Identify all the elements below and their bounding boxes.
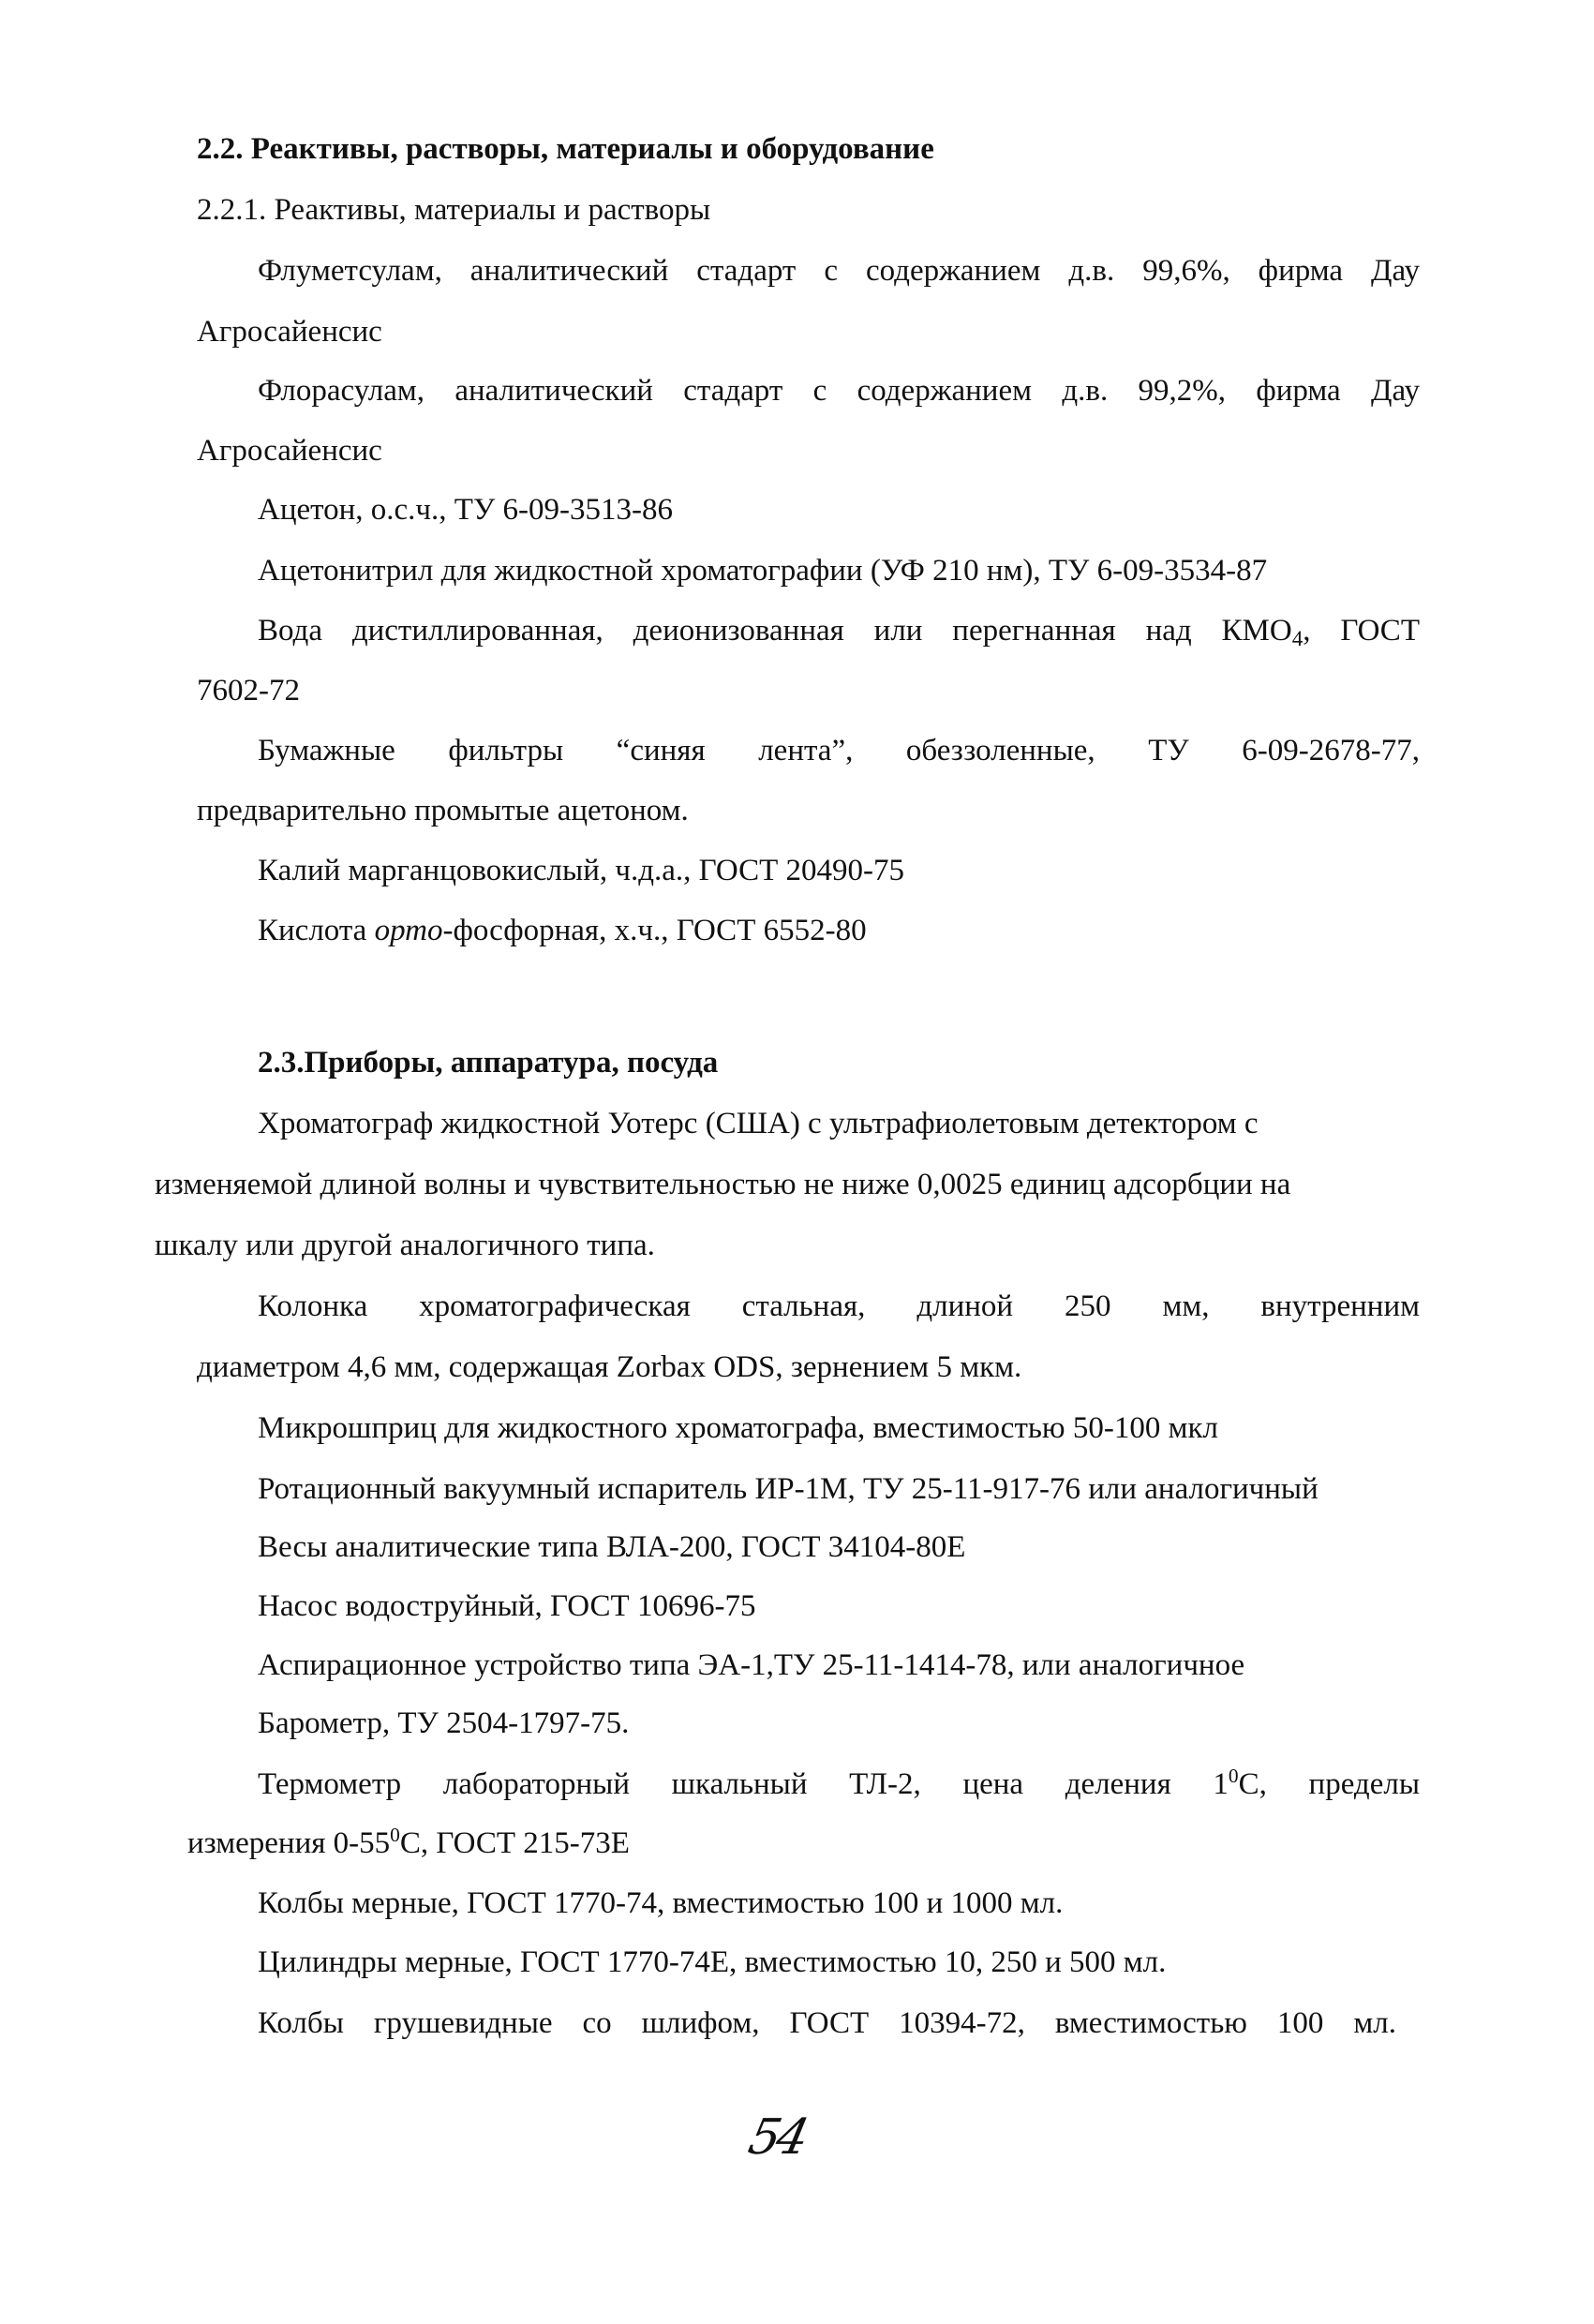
- equipment-rotary-evaporator: Ротационный вакуумный испаритель ИР-1М, ТУ 25-11-917-76 или аналогичный: [258, 1472, 1318, 1506]
- equipment-column: Колонка хроматографическая стальная, длиной 250 мм, внутренним: [258, 1289, 1420, 1323]
- page-number: 54: [743, 2109, 811, 2166]
- equipment-chromatograph: Хроматограф жидкостной Уотерс (США) с ультрафиолетовым детектором с: [258, 1107, 1259, 1140]
- equipment-microsyringe: Микрошприц для жидкостного хроматографа, вместимостью 50-100 мкл: [258, 1411, 1218, 1445]
- reagent-flumetsulam-cont: Агросайенсис: [197, 315, 382, 349]
- equipment-thermometer-cont: измерения $0-55^0С$, ГОСТ 215-73Е: [187, 1824, 630, 1860]
- reagent-florasulam-cont: Агросайенсис: [197, 434, 382, 468]
- equipment-volumetric-flasks: Колбы мерные, ГОСТ 1770-74, вместимостью 100 и 1000 мл.: [258, 1886, 1064, 1920]
- equipment-scales: Весы аналитические типа ВЛА-200, ГОСТ 34104-80Е: [258, 1530, 966, 1564]
- reagent-acetone: Ацетон, о.с.ч., ТУ 6-09-3513-86: [258, 493, 674, 527]
- equipment-barometer: Барометр, ТУ 2504-1797-75.: [258, 1706, 630, 1740]
- equipment-aspirator: Аспирационное устройство типа ЭА-1,ТУ 25-11-1414-78, или аналогичное: [258, 1648, 1245, 1682]
- equipment-thermometer: Термометр лабораторный шкальный ТЛ-2, цена деления $1^0С$, пределы: [258, 1765, 1420, 1801]
- equipment-column-cont: диаметром 4,6 мм, содержащая Zorbax ODS, зернением 5 мкм.: [197, 1350, 1022, 1384]
- reagent-water-cont: 7602-72: [197, 674, 300, 708]
- equipment-water-pump: Насос водоструйный, ГОСТ 10696-75: [258, 1589, 756, 1623]
- section-2-3-title: 2.3.Приборы, аппаратура, посуда: [258, 1046, 719, 1080]
- material-paper-filters: Бумажные фильтры “синяя лента”, обеззоленные, ТУ 6-09-2678-77,: [258, 734, 1420, 767]
- reagent-water: Вода дистиллированная, деионизованная или перегнанная над $КМО_4$, ГОСТ: [258, 614, 1420, 650]
- reagent-flumetsulam: Флуметсулам, аналитический стадарт с содержанием д.в. 99,6%, фирма Дау: [258, 254, 1420, 288]
- reagent-acetonitrile: Ацетонитрил для жидкостной хроматографии (УФ 210 нм), ТУ 6-09-3534-87: [258, 554, 1268, 588]
- reagent-phosphoric-acid: Кислота орто-фосфорная, х.ч., ГОСТ 6552-80: [258, 914, 867, 947]
- equipment-pear-flasks: Колбы грушевидные со шлифом, ГОСТ 10394-72, вместимостью 100 мл.: [258, 2006, 1396, 2040]
- equipment-cylinders: Цилиндры мерные, ГОСТ 1770-74Е, вместимостью 10, 250 и 500 мл.: [258, 1945, 1167, 1979]
- equipment-chromatograph-cont-1: изменяемой длиной волны и чувствительностью не ниже 0,0025 единиц адсорбции на: [155, 1168, 1291, 1201]
- reagent-florasulam: Флорасулам, аналитический стадарт с содержанием д.в. 99,2%, фирма Дау: [258, 374, 1420, 408]
- section-2-2-title: 2.2. Реактивы, растворы, материалы и оборудование: [197, 132, 934, 166]
- reagent-potassium-permanganate: Калий марганцовокислый, ч.д.а., ГОСТ 20490-75: [258, 854, 905, 887]
- equipment-chromatograph-cont-2: шкалу или другой аналогичного типа.: [155, 1229, 655, 1262]
- material-paper-filters-cont: предварительно промытые ацетоном.: [197, 794, 689, 827]
- section-2-2-1-subtitle: 2.2.1. Реактивы, материалы и растворы: [197, 193, 711, 227]
